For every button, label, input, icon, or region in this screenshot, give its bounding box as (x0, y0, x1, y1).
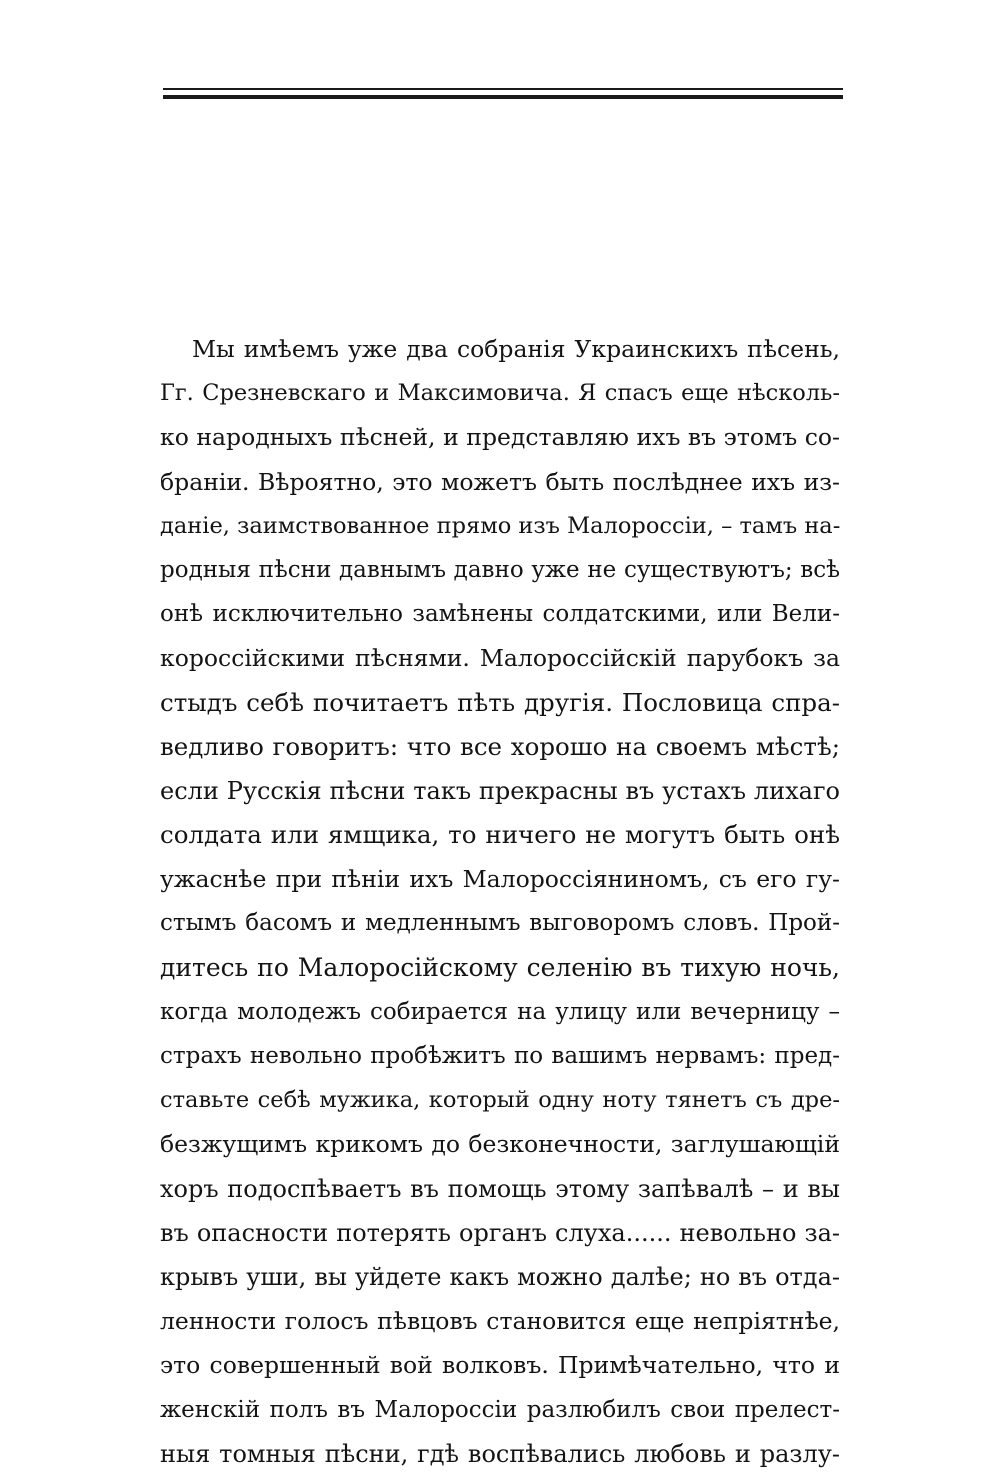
text-line: страхъ невольно пробѣжитъ по вашимъ нервамъ: пред- (160, 1043, 840, 1069)
text-line: это совершенный вой волковъ. Примѣчательно, что и (160, 1351, 840, 1380)
text-line: солдата или ямщика, то ничего не могутъ быть онѣ (160, 820, 840, 850)
text-line: даніе, заимствованное прямо изъ Малороссіи, – тамъ на- (160, 512, 841, 539)
text-line: браніи. Вѣроятно, это можетъ быть послѣднее ихъ из- (160, 467, 840, 496)
text-line: ужаснѣе при пѣніи ихъ Малороссіяниномъ, съ его гу- (160, 865, 840, 894)
text-line: хоръ подоспѣваетъ въ помощь этому запѣвалѣ – и вы (160, 1174, 840, 1203)
text-line: Мы имѣемъ уже два собранія Украинскихъ пѣсень, (192, 335, 840, 363)
text-line: если Русскія пѣсни такъ прекрасны въ устахъ лихаго (160, 776, 840, 805)
text-line: стыдъ себѣ почитаетъ пѣть другія. Пословица спра- (160, 687, 840, 717)
text-line: ленности голосъ пѣвцовъ становится еще непріятнѣе, (160, 1307, 840, 1336)
text-line: ныя томныя пѣсни, гдѣ воспѣвались любовь и разлу- (160, 1439, 840, 1468)
text-line: ставьте себѣ мужика, который одну ноту тянетъ съ дре- (160, 1087, 840, 1114)
text-line: ведливо говоритъ: что все хорошо на своемъ мѣстѣ; (160, 731, 840, 761)
text-line: когда молодежъ собирается на улицу или вечерницу – (160, 998, 840, 1025)
text-line: ко народныхъ пѣсней, и представляю ихъ въ этомъ со- (160, 423, 840, 452)
body-text (160, 327, 840, 1476)
text-line: въ опасности потерять органъ слуха...... невольно за- (160, 1218, 840, 1247)
text-line: короссійскими пѣснями. Малороссійскій парубокъ за (160, 644, 840, 673)
header-rule-thick (163, 95, 843, 99)
text-line: крывъ уши, вы уйдете какъ можно далѣе; но въ отда- (160, 1262, 840, 1291)
text-line: женскій полъ въ Малороссіи разлюбилъ свои прелест- (160, 1396, 840, 1423)
text-line: онѣ исключительно замѣнены солдатскими, или Вели- (160, 601, 840, 628)
text-line: безжущимъ крикомъ до безконечности, заглушающій (160, 1130, 840, 1159)
text-line: стымъ басомъ и медленнымъ выговоромъ словъ. Прой- (160, 910, 840, 937)
text-line: Гг. Срезневскаго и Максимовича. Я спасъ еще нѣсколь- (160, 380, 840, 407)
text-line: дитесь по Малоросійскому селенію въ тихую ночь, (160, 952, 840, 982)
header-rule-thin (163, 88, 843, 90)
text-line: родныя пѣсни давнымъ давно уже не существуютъ; всѣ (160, 556, 840, 583)
